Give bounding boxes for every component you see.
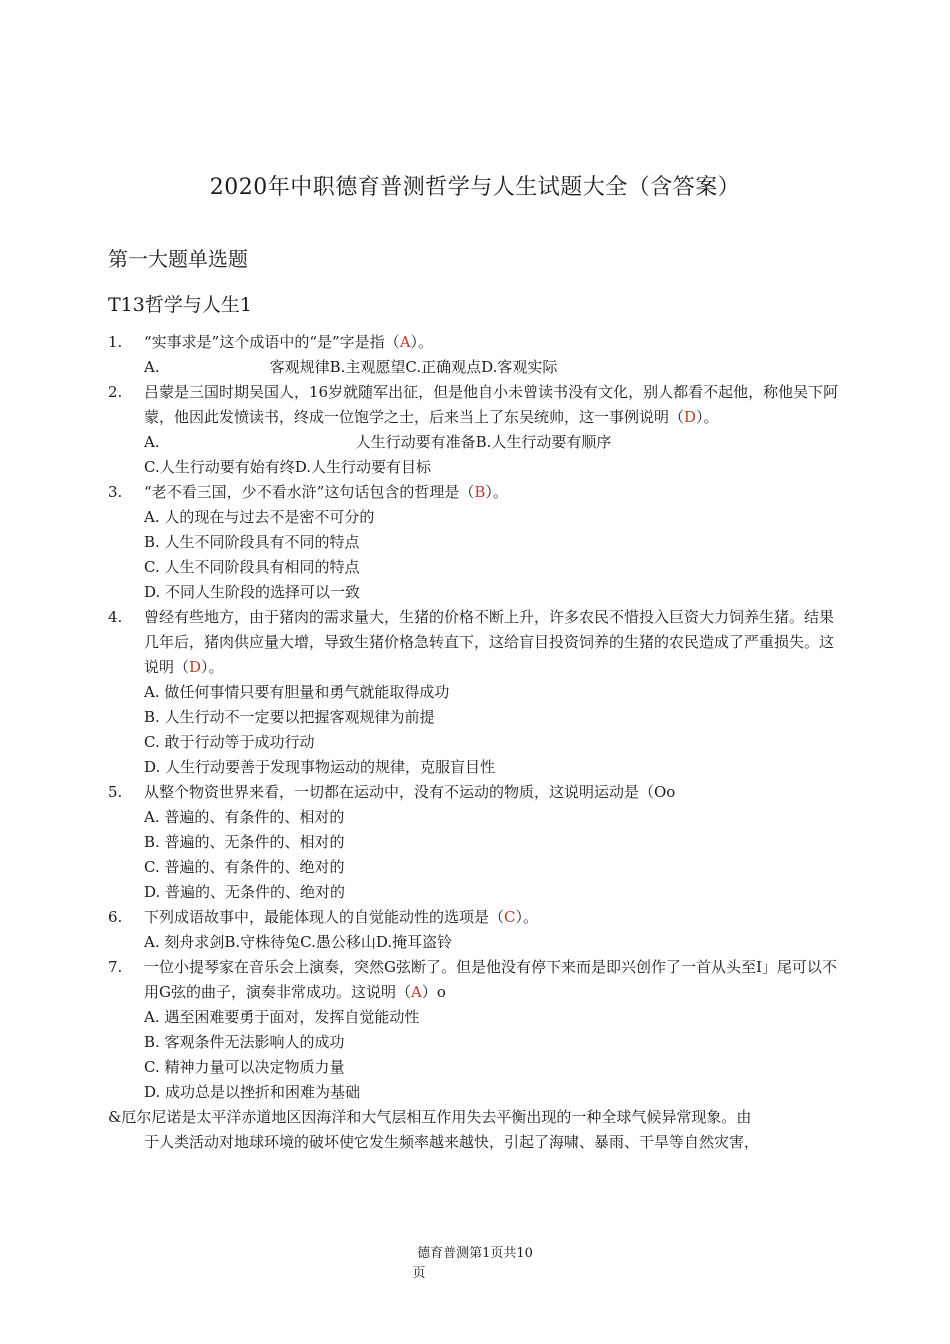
question-stem: 下列成语故事中，最能体现人的自觉能动性的选项是（C）。 [144, 908, 539, 926]
answer-letter: C [504, 908, 516, 926]
question-number: 1. [108, 333, 123, 351]
option: C. 敢于行动等于成功行动 [144, 733, 315, 751]
option: A. 做任何事情只要有胆量和勇气就能取得成功 [144, 683, 450, 701]
question-5 [108, 780, 848, 805]
question-8 [108, 1105, 848, 1155]
question-6 [108, 905, 848, 930]
option: B. 人生不同阶段具有不同的特点 [144, 533, 360, 551]
option: C. 精神力量可以决定物质力量 [144, 1058, 345, 1076]
option: B. 人生行动不一定要以把握客观规律为前提 [144, 708, 435, 726]
question-stem-line: &厄尔尼诺是太平洋赤道地区因海洋和大气层相互作用失去平衡出现的一种全球气候异常现象。由 [108, 1108, 752, 1126]
document-title: 2020年中职德育普测哲学与人生试题大全（含答案） [209, 175, 741, 200]
option: C. 人生不同阶段具有相同的特点 [144, 558, 360, 576]
page-footer [0, 1244, 950, 1284]
option: D. 普遍的、无条件的、绝对的 [144, 883, 346, 901]
subsection-title: T13哲学与人生1 [108, 294, 252, 316]
answer-letter: D [684, 408, 697, 426]
question-stem: 从整个物资世界来看，一切都在运动中，没有不运动的物质，这说明运动是（Oo [144, 783, 676, 801]
answer-letter: B [474, 483, 486, 501]
option: D. 不同人生阶段的选择可以一致 [144, 583, 361, 601]
answer-letter: A [410, 983, 422, 1001]
question-stem: “实事求是”这个成语中的“是”字是指（A）。 [144, 333, 434, 351]
footer-page-info-cont: 页 [412, 1266, 426, 1281]
question-stem: 一位小提琴家在音乐会上演奏，突然G弦断了。但是他没有停下来而是即兴创作了一首从头至I」尾可以不用G弦的曲子，演奏非常成功。这说明（A）o [144, 958, 837, 1001]
question-2 [108, 380, 848, 430]
options-line: A. 人生行动要有准备B.人生行动要有顺序 [144, 433, 612, 451]
option: D. 人生行动要善于发现事物运动的规律，克服盲目性 [144, 758, 496, 776]
question-number: 7. [108, 958, 123, 976]
question-7 [108, 955, 848, 1005]
question-1 [108, 330, 848, 355]
question-stem-line: 于人类活动对地球环境的破坏使它发生频率越来越快，引起了海啸、暴雨、干旱等自然灾害， [144, 1133, 760, 1151]
section-title: 第一大题单选题 [108, 247, 248, 271]
option: A. 人的现在与过去不是密不可分的 [144, 508, 375, 526]
question-number: 4. [108, 608, 123, 626]
options-line: C.人生行动要有始有终D.人生行动要有目标 [144, 458, 431, 476]
footer-page-info: 德育普测第1页共10 [417, 1246, 533, 1261]
question-number: 5. [108, 783, 123, 801]
question-stem: 曾经有些地方，由于猪肉的需求量大，生猪的价格不断上升，许多农民不惜投入巨资大力饲养生猪。结果几年后，猪肉供应量大增，导致生猪价格急转直下，这给盲目投资饲养的生猪的农民造成了严重损失。这说明（D）。 [144, 608, 835, 676]
question-number: 3. [108, 483, 123, 501]
option: B. 客观条件无法影响人的成功 [144, 1033, 345, 1051]
question-3 [108, 480, 848, 505]
answer-letter: D [189, 658, 202, 676]
options-line: A. 客观规律B.主观愿望C.正确观点D.客观实际 [144, 358, 558, 376]
option: C. 普遍的、有条件的、绝对的 [144, 858, 345, 876]
option: D. 成功总是以挫折和困难为基础 [144, 1083, 361, 1101]
question-number: 2. [108, 383, 123, 401]
question-list [108, 330, 848, 1155]
option: B. 普遍的、无条件的、相对的 [144, 833, 345, 851]
question-stem: “老不看三国，少不看水浒”这句话包含的哲理是（B）。 [144, 483, 508, 501]
option: A. 刻舟求剑B.守株待兔C.愚公移山D.掩耳盗铃 [144, 933, 453, 951]
question-number: 6. [108, 908, 123, 926]
question-4 [108, 605, 848, 680]
question-stem: 吕蒙是三国时期吴国人，16岁就随军出征，但是他自小未曾读书没有文化，别人都看不起他，称他吴下阿蒙，他因此发愤读书，终成一位饱学之士，后来当上了东吴统帅，这一事例说明（D）。 [144, 383, 839, 426]
answer-letter: A [399, 333, 411, 351]
option: A. 遇至困难要勇于面对，发挥自觉能动性 [144, 1008, 420, 1026]
option: A. 普遍的、有条件的、相对的 [144, 808, 345, 826]
